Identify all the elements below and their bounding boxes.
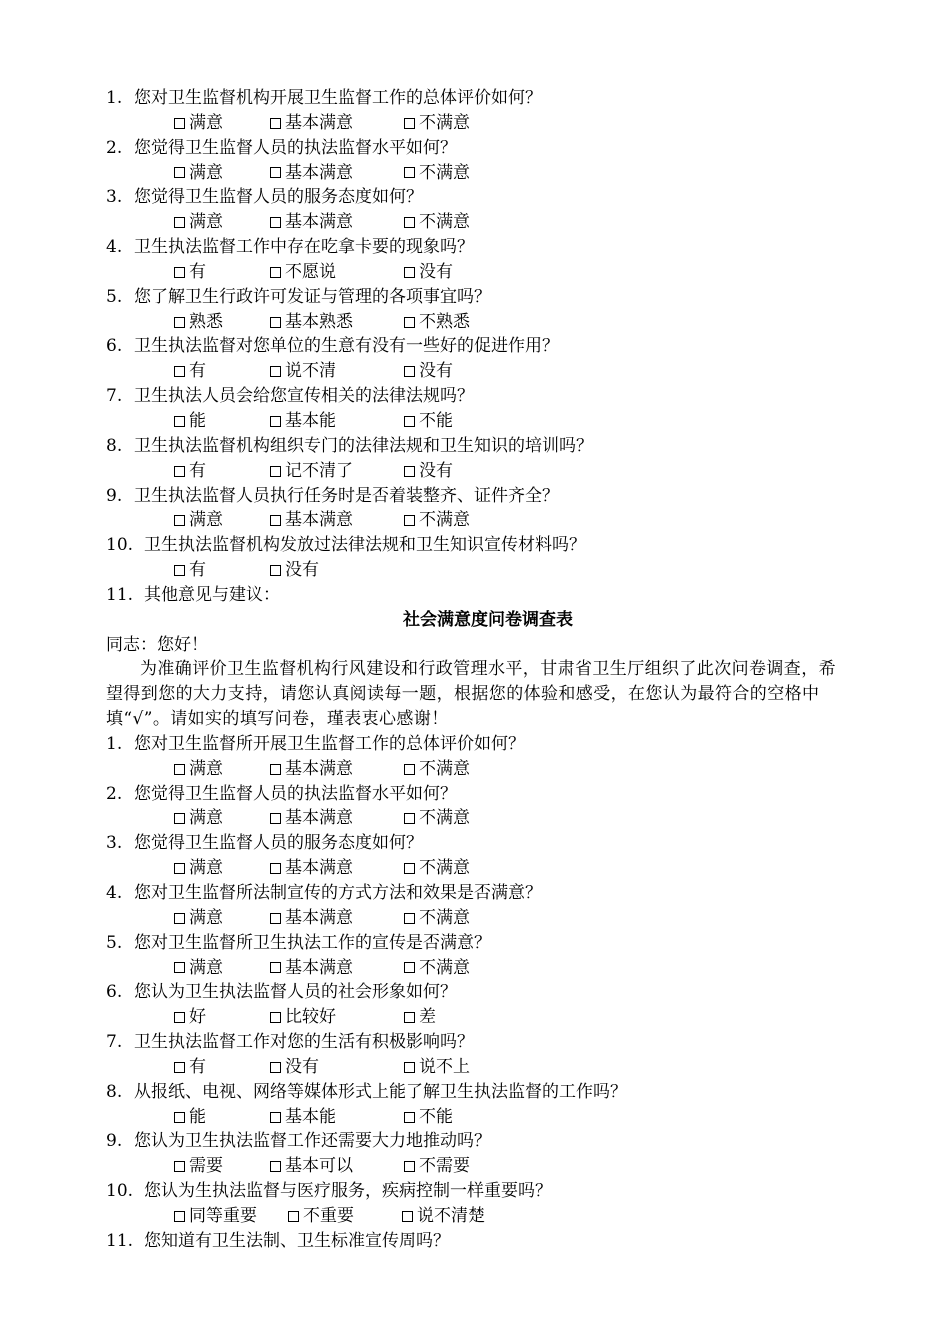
question-number: 6. [106, 336, 123, 357]
checkbox-icon[interactable] [174, 167, 185, 178]
option[interactable]: 熟悉 [174, 310, 270, 335]
checkbox-icon[interactable] [270, 118, 281, 129]
checkbox-icon[interactable] [404, 466, 415, 477]
question-text: 卫生执法监督机构组织专门的法律法规和卫生知识的培训吗？ [134, 435, 593, 456]
option-row [106, 210, 846, 235]
checkbox-icon[interactable] [174, 863, 185, 874]
option[interactable]: 说不清楚 [402, 1204, 516, 1229]
checkbox-icon[interactable] [270, 317, 281, 328]
checkbox-icon[interactable] [270, 267, 281, 278]
option[interactable]: 满意 [174, 508, 270, 533]
option[interactable]: 满意 [174, 161, 270, 186]
question [106, 384, 846, 409]
question-text: 卫生执法监督工作对您的生活有积极影响吗？ [134, 1032, 474, 1053]
option[interactable]: 有 [174, 459, 270, 484]
option[interactable]: 需要 [174, 1154, 270, 1179]
option[interactable]: 基本满意 [270, 210, 404, 235]
checkbox-icon[interactable] [288, 1211, 299, 1222]
checkbox-icon[interactable] [404, 416, 415, 427]
option[interactable]: 不满意 [404, 161, 500, 186]
checkbox-icon[interactable] [270, 1062, 281, 1073]
option[interactable]: 没有 [404, 359, 500, 384]
option[interactable]: 能 [174, 409, 270, 434]
option[interactable]: 没有 [404, 459, 500, 484]
checkbox-icon[interactable] [404, 515, 415, 526]
option[interactable]: 差 [404, 1005, 500, 1030]
option[interactable]: 基本满意 [270, 161, 404, 186]
section-title: 社会满意度问卷调查表 [403, 609, 573, 630]
checkbox-icon[interactable] [270, 913, 281, 924]
question-number: 11. [106, 1230, 134, 1251]
question-number: 8. [106, 1081, 123, 1102]
questionnaire-page [106, 86, 846, 1254]
option[interactable]: 不重要 [288, 1204, 402, 1229]
question [106, 86, 846, 111]
question-text: 从报纸、电视、网络等媒体形式上能了解卫生执法监督的工作吗？ [134, 1081, 627, 1102]
checkbox-icon[interactable] [270, 416, 281, 427]
checkbox-icon[interactable] [174, 118, 185, 129]
option[interactable]: 不需要 [404, 1154, 500, 1179]
question-text: 卫生执法监督机构发放过法律法规和卫生知识宣传材料吗？ [144, 535, 586, 556]
option[interactable]: 不满意 [404, 111, 500, 136]
option[interactable]: 没有 [404, 260, 500, 285]
checkbox-icon[interactable] [270, 565, 281, 576]
option[interactable]: 不满意 [404, 856, 500, 881]
question-text: 您觉得卫生监督人员的执法监督水平如何？ [134, 137, 457, 158]
question-number: 7. [106, 386, 123, 407]
checkbox-icon[interactable] [270, 863, 281, 874]
question-number: 4. [106, 237, 123, 258]
option[interactable]: 满意 [174, 757, 270, 782]
option-row [106, 757, 846, 782]
question-text: 其他意见与建议： [144, 584, 280, 605]
option[interactable]: 满意 [174, 906, 270, 931]
checkbox-icon[interactable] [174, 913, 185, 924]
question-text: 您对卫生监督所法制宣传的方式方法和效果是否满意？ [134, 883, 542, 904]
option[interactable]: 比较好 [270, 1005, 404, 1030]
checkbox-icon[interactable] [404, 1161, 415, 1172]
option[interactable]: 不愿说 [270, 260, 404, 285]
question-number: 6. [106, 982, 123, 1003]
checkbox-icon[interactable] [270, 366, 281, 377]
greeting: 同志：您好！ [106, 634, 208, 655]
question-text: 您认为卫生执法监督工作还需要大力地推动吗？ [134, 1131, 491, 1152]
checkbox-icon[interactable] [174, 962, 185, 973]
question [106, 185, 846, 210]
section-2 [106, 608, 846, 1254]
checkbox-icon[interactable] [404, 317, 415, 328]
option[interactable]: 基本能 [270, 1105, 404, 1130]
question-number: 3. [106, 187, 123, 208]
option[interactable]: 有 [174, 359, 270, 384]
option-row [106, 1055, 846, 1080]
question [106, 831, 846, 856]
option[interactable]: 基本熟悉 [270, 310, 404, 335]
intro-paragraph: 为准确评价卫生监督机构行风建设和行政管理水平，甘肃省卫生厅组织了此次问卷调查，希望得到您的大力支持，请您认真阅读每一题，根据您的体验和感受，在您认为最符合的空格中填“√”。请如实的填写问卷，瑾表衷心感谢！ [106, 659, 836, 730]
option[interactable]: 不满意 [404, 508, 500, 533]
question-text: 您认为生执法监督与医疗服务，疾病控制一样重要吗？ [144, 1181, 552, 1202]
option-row [106, 161, 846, 186]
question-number: 1. [106, 733, 123, 754]
checkbox-icon[interactable] [270, 1012, 281, 1023]
option[interactable]: 不能 [404, 1105, 500, 1130]
checkbox-icon[interactable] [404, 1012, 415, 1023]
question [106, 285, 846, 310]
checkbox-icon[interactable] [404, 813, 415, 824]
option[interactable]: 基本满意 [270, 757, 404, 782]
question [106, 782, 846, 807]
question-number: 2. [106, 783, 123, 804]
option-row [106, 906, 846, 931]
option[interactable]: 满意 [174, 856, 270, 881]
checkbox-icon[interactable] [174, 565, 185, 576]
question-text: 卫生执法监督对您单位的生意有没有一些好的促进作用？ [134, 336, 559, 357]
question [106, 1080, 846, 1105]
question [106, 980, 846, 1005]
option-row [106, 359, 846, 384]
checkbox-icon[interactable] [174, 416, 185, 427]
question [106, 235, 846, 260]
question [106, 1229, 846, 1254]
checkbox-icon[interactable] [404, 764, 415, 775]
option-row [106, 459, 846, 484]
question-number: 11. [106, 584, 134, 605]
option[interactable]: 基本满意 [270, 508, 404, 533]
checkbox-icon[interactable] [404, 118, 415, 129]
option[interactable]: 满意 [174, 956, 270, 981]
checkbox-icon[interactable] [174, 1012, 185, 1023]
option[interactable]: 不满意 [404, 806, 500, 831]
option[interactable]: 不熟悉 [404, 310, 500, 335]
checkbox-icon[interactable] [402, 1211, 413, 1222]
section-1 [106, 86, 846, 608]
option-row [106, 806, 846, 831]
question-text: 您了解卫生行政许可发证与管理的各项事宜吗？ [134, 286, 491, 307]
option[interactable]: 好 [174, 1005, 270, 1030]
checkbox-icon[interactable] [174, 764, 185, 775]
option[interactable]: 基本能 [270, 409, 404, 434]
checkbox-icon[interactable] [270, 167, 281, 178]
option[interactable]: 说不清 [270, 359, 404, 384]
checkbox-icon[interactable] [270, 1161, 281, 1172]
checkbox-icon[interactable] [174, 217, 185, 228]
question-text: 您认为卫生执法监督人员的社会形象如何？ [134, 982, 457, 1003]
question-text: 您觉得卫生监督人员的服务态度如何？ [134, 833, 423, 854]
option[interactable]: 记不清了 [270, 459, 404, 484]
option-row [106, 111, 846, 136]
checkbox-icon[interactable] [404, 167, 415, 178]
checkbox-icon[interactable] [270, 962, 281, 973]
checkbox-icon[interactable] [270, 813, 281, 824]
option-row [106, 1005, 846, 1030]
checkbox-icon[interactable] [270, 466, 281, 477]
question-number: 4. [106, 883, 123, 904]
option[interactable]: 基本满意 [270, 111, 404, 136]
question-text: 卫生执法监督工作中存在吃拿卡要的现象吗？ [134, 237, 474, 258]
question-text: 您觉得卫生监督人员的服务态度如何？ [134, 187, 423, 208]
checkbox-icon[interactable] [174, 1211, 185, 1222]
checkbox-icon[interactable] [174, 1161, 185, 1172]
question-number: 10. [106, 1181, 134, 1202]
checkbox-icon[interactable] [174, 366, 185, 377]
option[interactable]: 基本满意 [270, 906, 404, 931]
question-text: 您对卫生监督所卫生执法工作的宣传是否满意？ [134, 932, 491, 953]
checkbox-icon[interactable] [404, 1112, 415, 1123]
checkbox-icon[interactable] [404, 217, 415, 228]
question-text: 您知道有卫生法制、卫生标准宣传周吗？ [144, 1230, 450, 1251]
question [106, 136, 846, 161]
question-number: 1. [106, 88, 123, 108]
checkbox-icon[interactable] [404, 366, 415, 377]
option[interactable]: 没有 [270, 558, 404, 583]
option-row [106, 1105, 846, 1130]
option[interactable]: 满意 [174, 210, 270, 235]
checkbox-icon[interactable] [270, 1112, 281, 1123]
checkbox-icon[interactable] [174, 515, 185, 526]
question-number: 2. [106, 137, 123, 158]
option[interactable]: 有 [174, 1055, 270, 1080]
question [106, 434, 846, 459]
option-row [106, 856, 846, 881]
question [106, 533, 846, 558]
option[interactable]: 有 [174, 558, 270, 583]
option-row [106, 558, 846, 583]
question-number: 5. [106, 286, 123, 307]
checkbox-icon[interactable] [174, 813, 185, 824]
option-row [106, 956, 846, 981]
option[interactable]: 基本可以 [270, 1154, 404, 1179]
question-text: 卫生执法人员会给您宣传相关的法律法规吗？ [134, 386, 474, 407]
option[interactable]: 有 [174, 260, 270, 285]
option[interactable]: 能 [174, 1105, 270, 1130]
question-number: 3. [106, 833, 123, 854]
option-row [106, 1204, 846, 1229]
checkbox-icon[interactable] [404, 1062, 415, 1073]
question [106, 583, 846, 608]
option[interactable]: 说不上 [404, 1055, 500, 1080]
question [106, 484, 846, 509]
question-text: 您对卫生监督所开展卫生监督工作的总体评价如何？ [134, 733, 525, 754]
question-number: 9. [106, 1131, 123, 1152]
option[interactable]: 不满意 [404, 210, 500, 235]
question-number: 10. [106, 535, 134, 556]
checkbox-icon[interactable] [404, 267, 415, 278]
checkbox-icon[interactable] [174, 466, 185, 477]
question [106, 1030, 846, 1055]
checkbox-icon[interactable] [270, 515, 281, 526]
checkbox-icon[interactable] [404, 913, 415, 924]
checkbox-icon[interactable] [404, 863, 415, 874]
option[interactable]: 不满意 [404, 757, 500, 782]
option-row [106, 260, 846, 285]
question-text: 您对卫生监督机构开展卫生监督工作的总体评价如何？ [134, 88, 542, 108]
checkbox-icon[interactable] [404, 962, 415, 973]
question-text: 您觉得卫生监督人员的执法监督水平如何？ [134, 783, 457, 804]
option[interactable]: 不能 [404, 409, 500, 434]
question [106, 732, 846, 757]
question-number: 8. [106, 435, 123, 456]
option[interactable]: 不满意 [404, 956, 500, 981]
option[interactable]: 满意 [174, 806, 270, 831]
option[interactable]: 不满意 [404, 906, 500, 931]
option[interactable]: 满意 [174, 111, 270, 136]
option[interactable]: 同等重要 [174, 1204, 288, 1229]
option[interactable]: 基本满意 [270, 856, 404, 881]
option-row [106, 508, 846, 533]
question-number: 7. [106, 1032, 123, 1053]
option-row [106, 1154, 846, 1179]
question [106, 881, 846, 906]
option[interactable]: 没有 [270, 1055, 404, 1080]
option-row [106, 310, 846, 335]
question [106, 1179, 846, 1204]
checkbox-icon[interactable] [174, 1062, 185, 1073]
question-number: 5. [106, 932, 123, 953]
option[interactable]: 基本满意 [270, 956, 404, 981]
checkbox-icon[interactable] [270, 217, 281, 228]
checkbox-icon[interactable] [270, 764, 281, 775]
question [106, 334, 846, 359]
question-text: 卫生执法监督人员执行任务时是否着装整齐、证件齐全？ [134, 485, 559, 506]
question-number: 9. [106, 485, 123, 506]
checkbox-icon[interactable] [174, 1112, 185, 1123]
question [106, 1129, 846, 1154]
question [106, 931, 846, 956]
checkbox-icon[interactable] [174, 317, 185, 328]
checkbox-icon[interactable] [174, 267, 185, 278]
option[interactable]: 基本满意 [270, 806, 404, 831]
option-row [106, 409, 846, 434]
